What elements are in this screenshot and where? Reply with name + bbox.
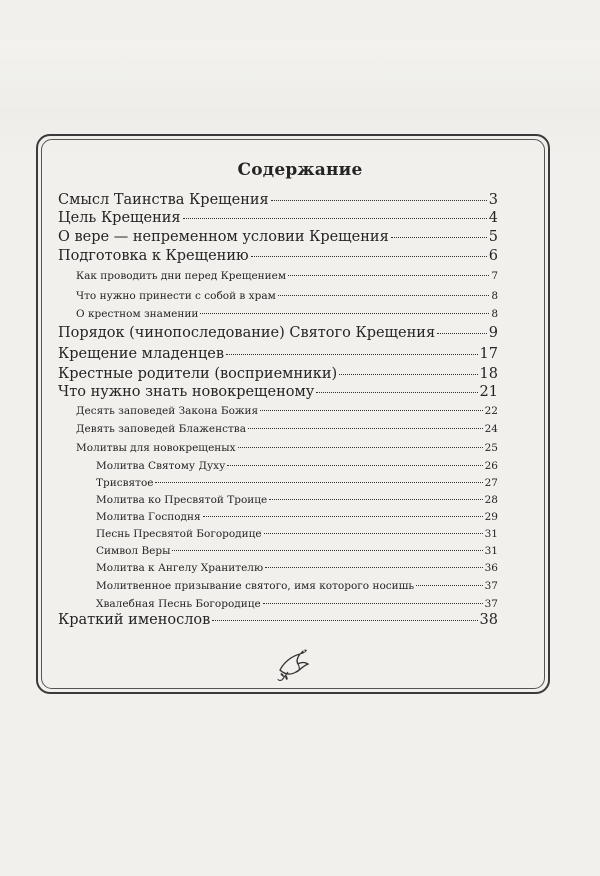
toc-entry: [76, 423, 498, 435]
dot-leader: [269, 499, 482, 500]
toc-entry-title: Девять заповедей Блаженства: [76, 423, 246, 435]
dot-leader: [264, 533, 483, 534]
toc-entry-title: О вере — непременном условии Крещения: [58, 229, 389, 245]
toc-entry: [76, 308, 498, 320]
dot-leader: [203, 516, 483, 517]
toc-entry: [96, 494, 498, 506]
toc-entry-title: О крестном знамении: [76, 308, 199, 320]
toc-entry: [96, 545, 498, 557]
page-title: Содержание: [237, 160, 363, 180]
toc-entry: [58, 384, 498, 400]
dot-leader: [288, 275, 489, 276]
toc-page-number: 28: [484, 494, 498, 506]
dot-leader: [263, 603, 483, 604]
toc-page-number: 27: [484, 477, 498, 489]
toc-page-number: 31: [484, 528, 498, 540]
toc-entry: [58, 229, 498, 245]
toc-entry-title: Крещение младенцев: [58, 346, 225, 362]
dot-leader: [316, 392, 477, 393]
dot-leader: [183, 218, 487, 219]
toc-page-number: 38: [479, 612, 498, 628]
toc-page-number: 17: [479, 346, 498, 362]
toc-page-number: 22: [484, 405, 498, 417]
toc-entry-title: Смысл Таинства Крещения: [58, 192, 269, 208]
toc-entry: [76, 442, 498, 454]
toc-entry-title: Молитва ко Пресвятой Троице: [96, 494, 268, 506]
toc-entry-title: Цель Крещения: [58, 210, 181, 226]
toc-entry-title: Молитвы для новокрещеных: [76, 442, 236, 454]
toc-entry: [58, 192, 498, 208]
toc-entry: [58, 325, 498, 341]
toc-page-number: 5: [488, 229, 498, 245]
dot-leader: [200, 313, 489, 314]
toc-entry: [96, 528, 498, 540]
dot-leader: [271, 200, 487, 201]
toc-entry-title: Как проводить дни перед Крещением: [76, 270, 287, 282]
toc-page-number: 37: [484, 580, 498, 592]
dot-leader: [251, 256, 487, 257]
toc-entry-title: Молитва Святому Духу: [96, 460, 226, 472]
toc-entry-title: Что нужно знать новокрещеному: [58, 384, 315, 400]
toc-entry-title: Молитва Господня: [96, 511, 201, 523]
toc-page-number: 37: [484, 598, 498, 610]
dot-leader: [260, 410, 482, 411]
toc-entry: [76, 290, 498, 302]
toc-entry-title: Краткий именослов: [58, 612, 211, 628]
toc-entry-title: Трисвятое: [96, 477, 154, 489]
toc-page-number: 24: [484, 423, 498, 435]
toc-entry: [58, 346, 498, 362]
toc-entry: [96, 598, 498, 610]
toc-entry: [58, 366, 498, 382]
dove-with-branch-icon: [270, 640, 316, 686]
dot-leader: [265, 567, 483, 568]
toc-entry-title: Молитвенное призывание святого, имя которого носишь: [96, 580, 415, 592]
toc-entry: [58, 248, 498, 264]
dot-leader: [212, 620, 477, 621]
toc-page-number: 31: [484, 545, 498, 557]
toc-entry: [96, 477, 498, 489]
toc-entry: [76, 270, 498, 282]
toc-page-number: 26: [484, 460, 498, 472]
dot-leader: [437, 333, 487, 334]
toc-page-number: 8: [491, 308, 498, 320]
toc-page-number: 21: [479, 384, 498, 400]
toc-page-number: 4: [488, 210, 498, 226]
toc-entry: [58, 210, 498, 226]
toc-entry: [96, 580, 498, 592]
toc-entry: [58, 612, 498, 628]
toc-page-number: 18: [479, 366, 498, 382]
dot-leader: [238, 447, 483, 448]
dot-leader: [172, 550, 482, 551]
dot-leader: [227, 465, 482, 466]
toc-entry-title: Десять заповедей Закона Божия: [76, 405, 259, 417]
dot-leader: [248, 428, 483, 429]
toc-entry: [96, 562, 498, 574]
dot-leader: [278, 295, 490, 296]
toc-page-number: 25: [484, 442, 498, 454]
toc-entry-title: Что нужно принести с собой в храм: [76, 290, 276, 302]
dot-leader: [416, 585, 482, 586]
dot-leader: [391, 237, 487, 238]
toc-entry: [96, 460, 498, 472]
toc-page-number: 6: [488, 248, 498, 264]
toc-page-number: 8: [491, 290, 498, 302]
toc-entry-title: Порядок (чинопоследование) Святого Крещения: [58, 325, 436, 341]
toc-page-number: 36: [484, 562, 498, 574]
dot-leader: [155, 482, 482, 483]
toc-entry-title: Символ Веры: [96, 545, 171, 557]
toc-entry-title: Подготовка к Крещению: [58, 248, 249, 264]
toc-page-number: 29: [484, 511, 498, 523]
toc-entry-title: Крестные родители (восприемники): [58, 366, 338, 382]
dot-leader: [226, 354, 478, 355]
toc-entry-title: Молитва к Ангелу Хранителю: [96, 562, 264, 574]
toc-page-number: 9: [488, 325, 498, 341]
toc-entry: [76, 405, 498, 417]
toc-page-number: 3: [488, 192, 498, 208]
toc-entry-title: Хвалебная Песнь Богородице: [96, 598, 261, 610]
dot-leader: [339, 374, 477, 375]
toc-entry-title: Песнь Пресвятой Богородице: [96, 528, 262, 540]
toc-page-number: 7: [491, 270, 498, 282]
toc-entry: [96, 511, 498, 523]
